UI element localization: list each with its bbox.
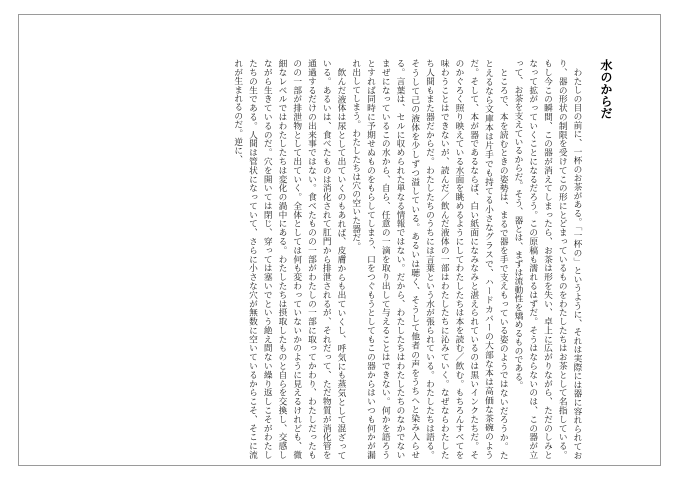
page-frame bbox=[18, 14, 661, 466]
essay-body bbox=[230, 59, 584, 459]
paragraph: 飲んだ液体は尿として出ていくのもあれば、皮膚からも出ていくし、呼気にも蒸気として混ざっている。あるいは、食べたものは消化されて肛門から排泄されるが、それだって、ただ物質が消化管を通過するだけの出来事ではない。食べたものの一部がわたしの一部に取ってかわり、わたしだったものの一部が排泄物として出ていく。全体としては何も変わっていないかのように見えるけれども、微細なレベルではわたしたちは変化の渦中にある。わたしたちは摂取したものと自らを交換し、交感しながら生きているのだ。穴を開いては閉じ、穿っては塞いでという絶え間ない繰り返しこそがわたしたちの生である。人間は管状になっていて、さらに小さな穴が無数に空いているからこそ、そこに流れが生まれるのだ。逆に、 bbox=[232, 59, 346, 459]
essay-article bbox=[23, 59, 613, 459]
essay-title: 水のからだ bbox=[599, 59, 613, 119]
paragraph: ところで、本を読むときの姿勢は、まるで器を手で支えもっている姿のようではないだろうか。たとえるなら文庫本は片手でも持てる小さなグラスで、ハードカバーの大部な本は高価な茶碗のようだ。そして、本が器であるならば、白い紙面になみなみと湛えられているのは黒いインクたちだ。そのかぐろく照り映えている水面を眺めるようにしてわたしたちは本を読む／飲む。もちろんすべてを味わうことはできないが、読んだ／飲んだ液体の一部はわたしたちに沁みていく。なぜならわたしたち人間もまた器だからだ。わたしたちのうちには言葉という水が張られている。わたしたちは語る。そうして己の液体を少しずつ溢している。あるいは聴く、そうして他者の声をうちへと染み入らせる。言葉は、セルに収められた単なる情報ではない。だから、わたしたちはわたしたちのなかでないまぜになっているこの水から、自ら、任意の一滴を取り出して与えることはできない。何かを語ろうとすれば同時に予期せぬものをもらしてしまう、口をつぐもうとしてもこの器からはいつも何かが漏れ出してしまう。わたしたちは穴の空いた器だ。 bbox=[350, 59, 509, 459]
paragraph: わたしの目の前に、一杯のお茶がある。「一杯の」というように、それは実際には器に容れられており、器の形状の制限を受けてこの形にとどまっているものをわたしたちはお茶として名指している。もし今この瞬間、この器が消えてしまったら、お茶は形を失い、卓上に広がりながら、ただのしみとなって拡がっていくことになるだろう。この原稿も濡れるはずだ。そうはならないのは、この器が立って、お茶を支えているからだ。そう、器とは、まずは流動性を矯めるものである。 bbox=[513, 59, 582, 459]
